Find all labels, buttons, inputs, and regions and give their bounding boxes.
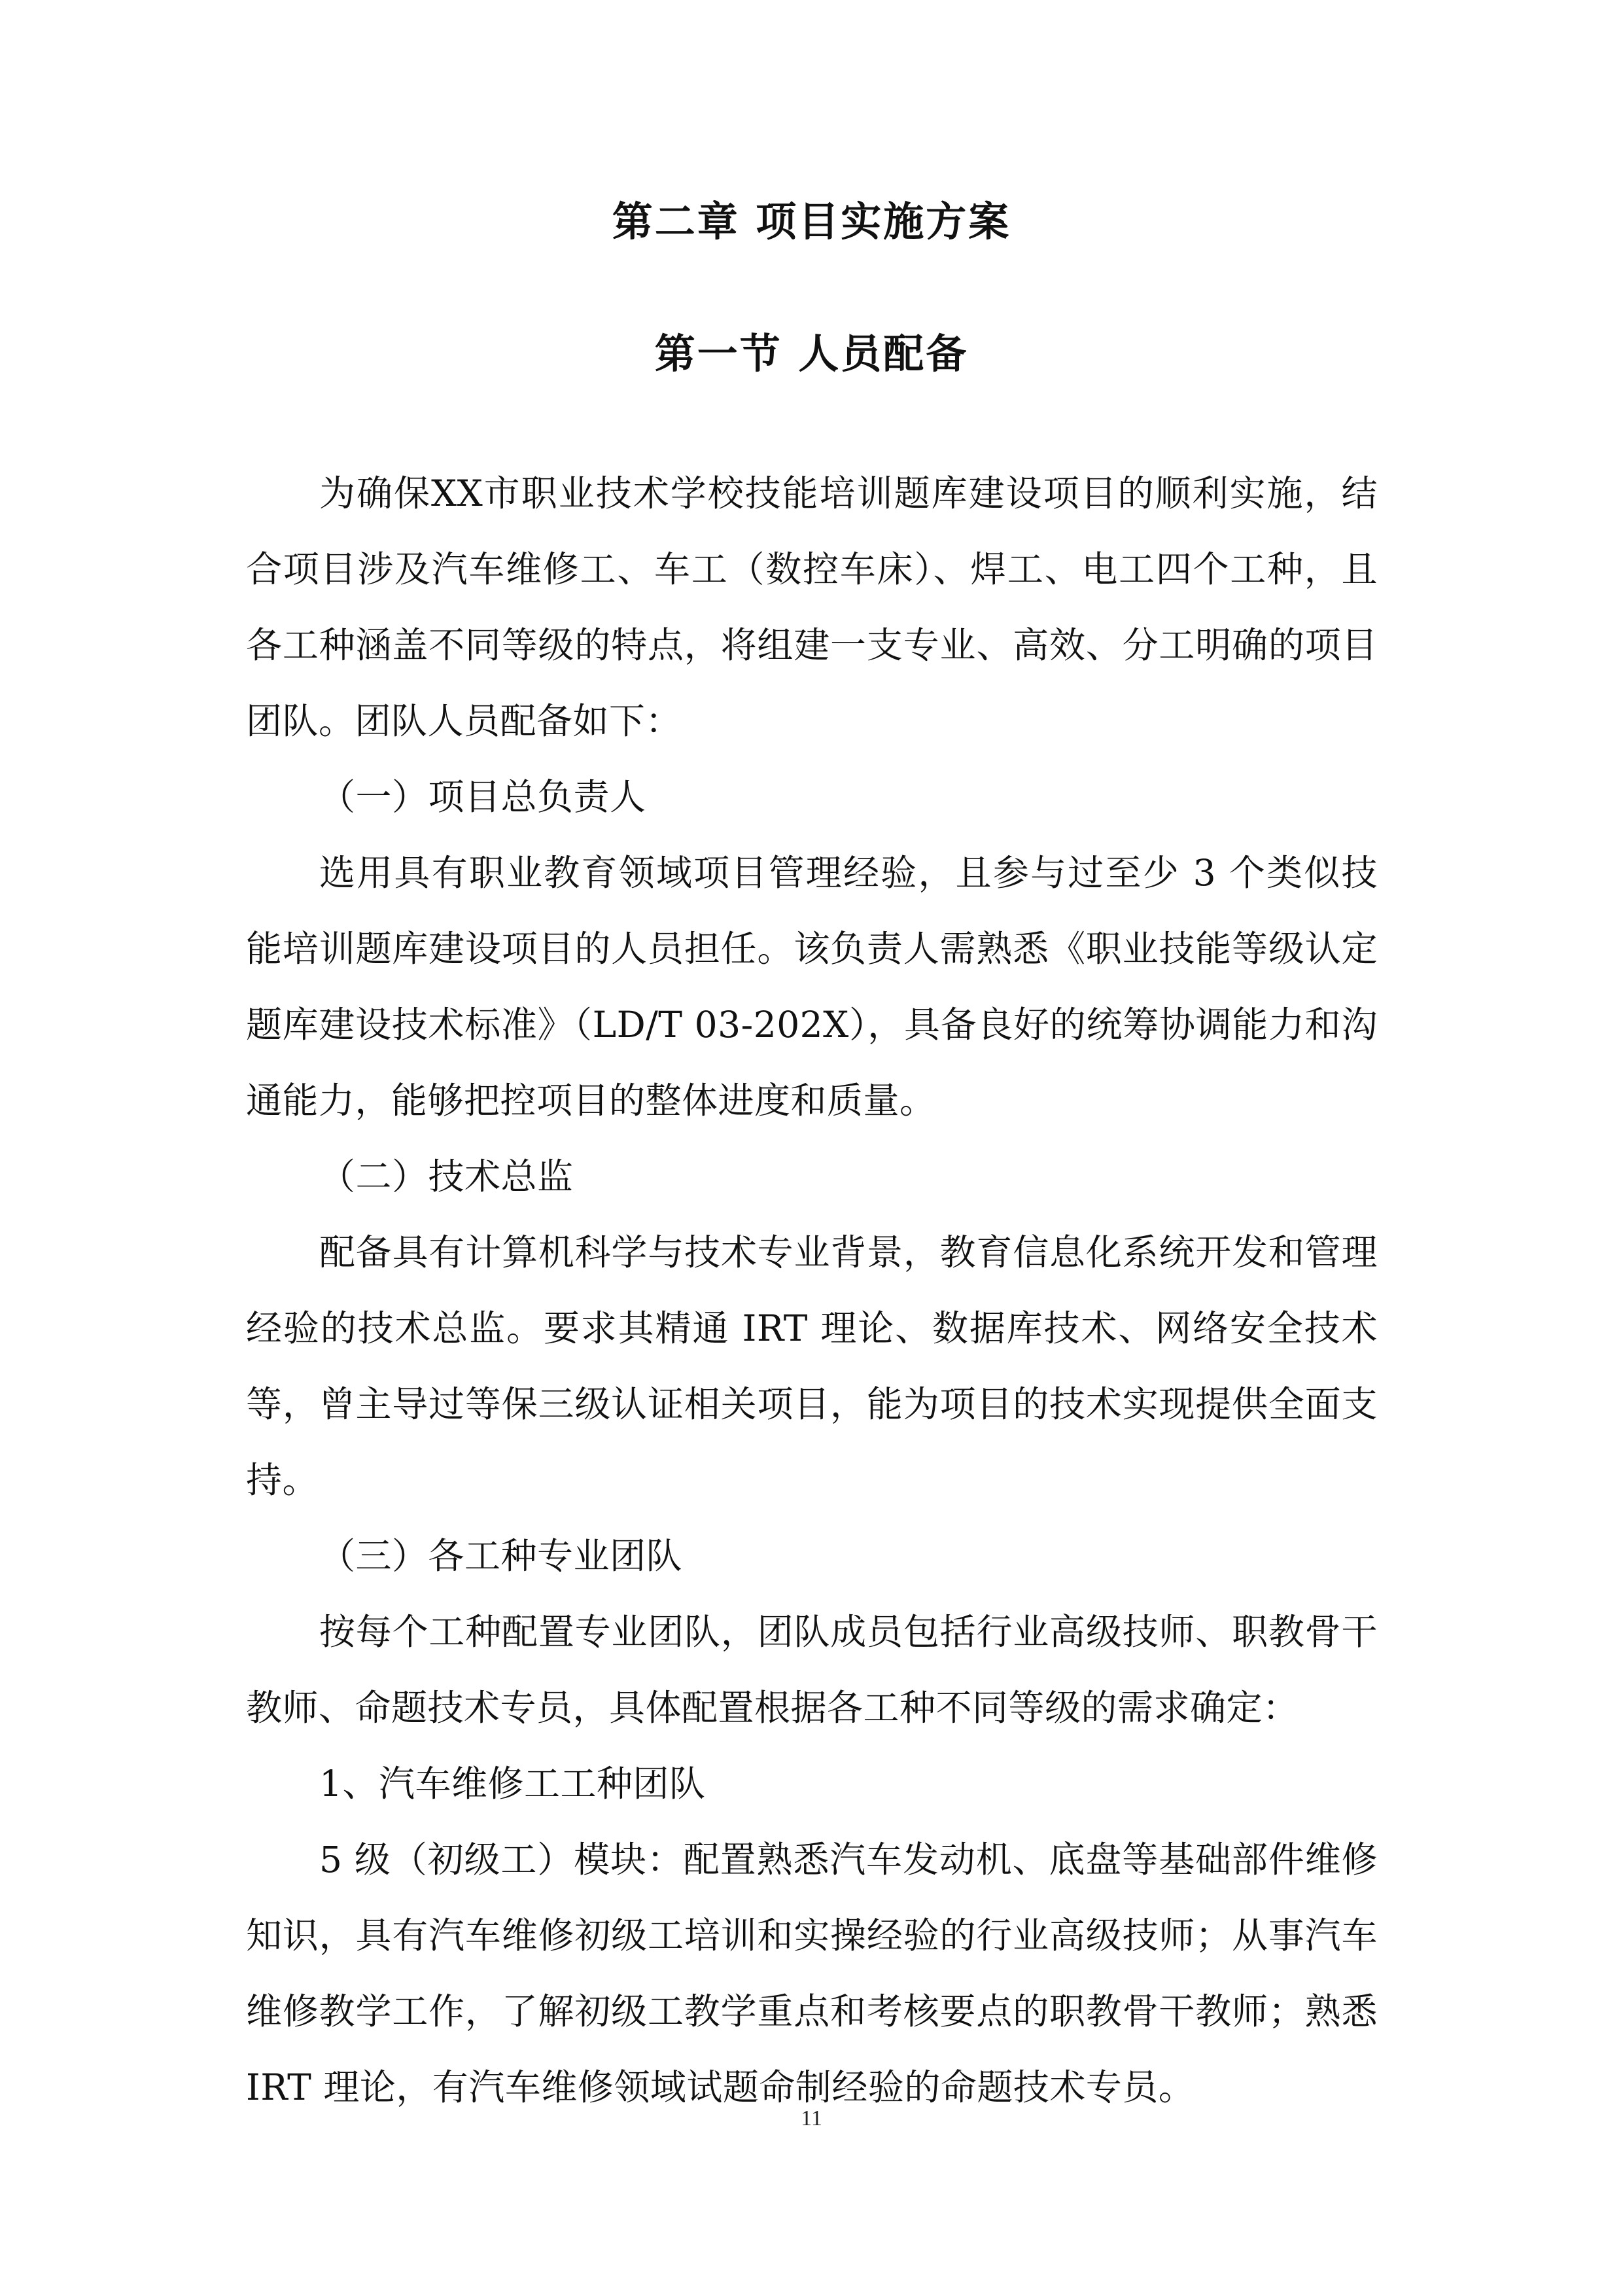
paragraph-project-leader: 选用具有职业教育领域项目管理经验，且参与过至少 3 个类似技能培训题库建设项目的人员担任。该负责人需熟悉《职业技能等级认定题库建设技术标准》（LD/T 03-202X），具备良好的统筹协调能力和沟通能力，能够把控项目的整体进度和质量。 <box>246 852 1378 1122</box>
paragraph-technical-director: 配备具有计算机科学与技术专业背景，教育信息化系统开发和管理经验的技术总监。要求其精通 IRT 理论、数据库技术、网络安全技术等，曾主导过等保三级认证相关项目，能为项目的技术实现提供全面支持。 <box>246 1231 1378 1501</box>
paragraph-trade-teams: 按每个工种配置专业团队，团队成员包括行业高级技师、职教骨干教师、命题技术专员，具体配置根据各工种不同等级的需求确定： <box>246 1611 1378 1729</box>
subheading-technical-director: （二）技术总监 <box>319 1156 574 1197</box>
subheading-auto-repair-team: 1、汽车维修工工种团队 <box>319 1763 706 1805</box>
section-title: 第一节 人员配备 <box>654 330 969 378</box>
intro-paragraph: 为确保XX市职业技术学校技能培训题库建设项目的顺利实施，结合项目涉及汽车维修工、车工（数控车床）、焊工、电工四个工种，且各工种涵盖不同等级的特点，将组建一支专业、高效、分工明确的项目团队。团队人员配备如下： <box>246 472 1378 742</box>
page-number: 11 <box>801 2106 822 2130</box>
paragraph-auto-repair-team: 5 级（初级工）模块：配置熟悉汽车发动机、底盘等基础部件维修知识，具有汽车维修初级工培训和实操经验的行业高级技师；从事汽车维修教学工作，了解初级工教学重点和考核要点的职教骨干教师；熟悉 IRT 理论，有汽车维修领域试题命制经验的命题技术专员。 <box>246 1839 1378 2108</box>
body-text <box>246 455 1378 2125</box>
subheading-trade-teams: （三）各工种专业团队 <box>319 1535 683 1577</box>
subheading-project-leader: （一）项目总负责人 <box>319 776 646 818</box>
chapter-title: 第二章 项目实施方案 <box>612 198 1011 245</box>
